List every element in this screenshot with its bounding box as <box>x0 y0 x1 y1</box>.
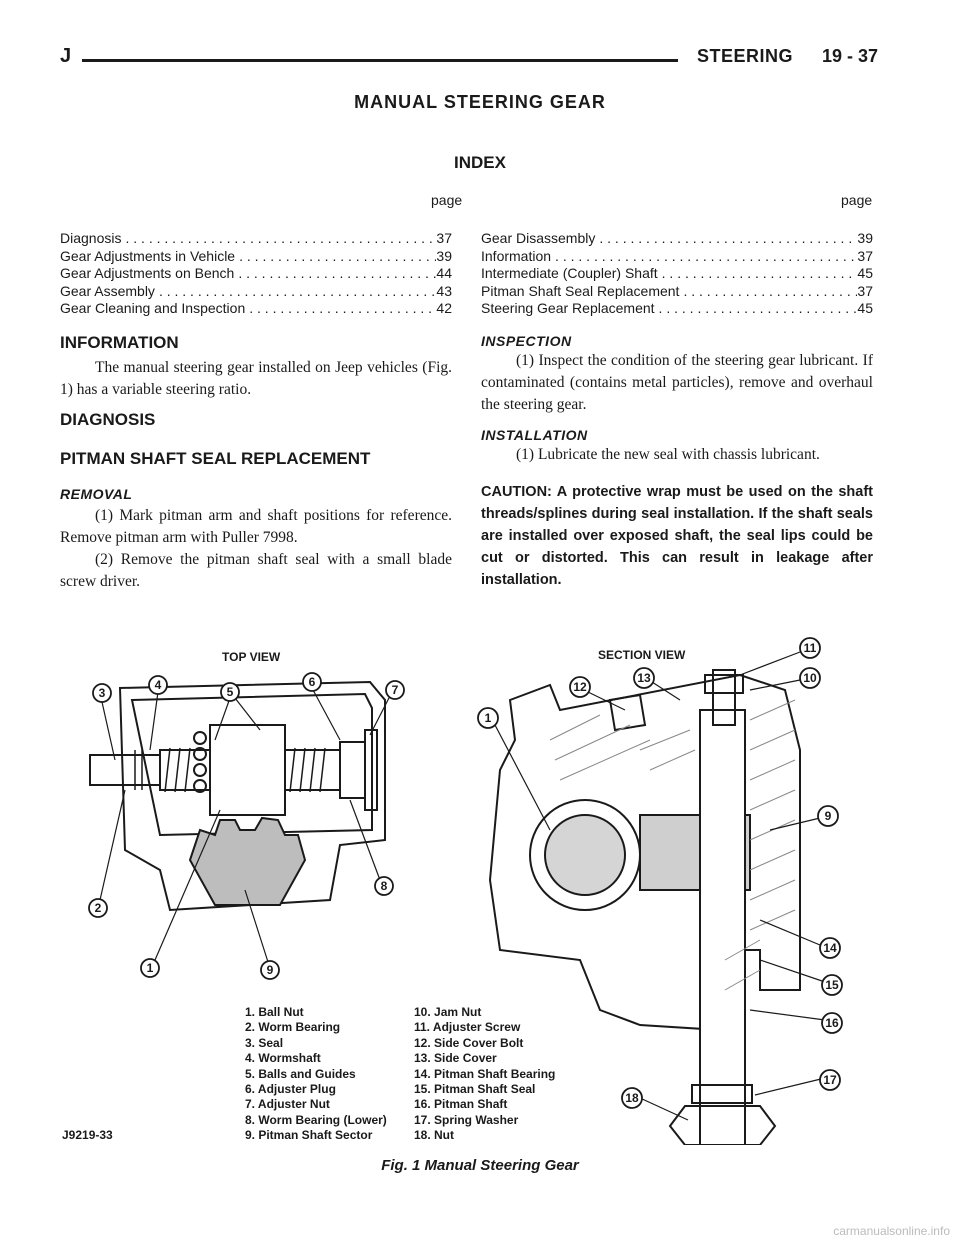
index-entry[interactable]: Intermediate (Coupler) Shaft . . . 45 <box>481 265 873 283</box>
callout-sec-1: 1 <box>484 711 492 725</box>
callout-sec-14: 14 <box>823 941 837 955</box>
index-entry[interactable]: Steering Gear Replacement . . . 45 <box>481 300 873 318</box>
callout-sec-17: 17 <box>823 1073 837 1087</box>
removal-step-1: (1) Mark pitman arm and shaft positions for reference. Remove pitman arm with Puller 7998. <box>60 507 452 546</box>
index-entry[interactable]: Pitman Shaft Seal Replacement . . . 37 <box>481 283 873 301</box>
caution-note: CAUTION: A protective wrap must be used on the shaft threads/splines during seal installation. If the shaft seals are installed over exposed shaft, the seal lips could be cut or distorted. This can result in leakage after installation. <box>481 484 873 588</box>
legend-item: 4. Wormshaft <box>245 1051 321 1066</box>
information-heading: INFORMATION <box>60 333 179 352</box>
callout-top-9: 9 <box>266 963 274 977</box>
removal-heading: REMOVAL <box>60 486 133 502</box>
legend-item: 10. Jam Nut <box>414 1005 482 1019</box>
callout-sec-13: 13 <box>637 671 651 685</box>
callout-top-1: 1 <box>146 961 154 975</box>
legend-item: 16. Pitman Shaft <box>414 1097 508 1112</box>
page-title: MANUAL STEERING GEAR <box>354 92 606 112</box>
callout-top-4: 4 <box>154 678 162 692</box>
header-page-number: 19 - 37 <box>821 46 878 66</box>
index-page-label-left: page <box>431 192 463 208</box>
steering-gear-figure <box>40 630 920 1145</box>
index-entry[interactable]: Gear Disassembly . . . 39 <box>481 230 873 248</box>
watermark: carmanualsonline.info <box>833 1224 950 1238</box>
index-entry[interactable]: Gear Cleaning and Inspection . . . 42 <box>60 300 452 318</box>
figure-code: J9219-33 <box>62 1128 113 1142</box>
legend-item: 6. Adjuster Plug <box>245 1082 336 1097</box>
callout-sec-9: 9 <box>824 809 832 823</box>
index-entry[interactable]: Gear Adjustments in Vehicle . . . 39 <box>60 248 452 266</box>
callout-top-6: 6 <box>308 675 316 689</box>
header-rule <box>82 59 678 62</box>
index-page-label-right: page <box>841 192 873 208</box>
callout-sec-10: 10 <box>803 671 817 685</box>
index-entry[interactable]: Information . . . 37 <box>481 248 873 266</box>
callout-top-8: 8 <box>380 879 388 893</box>
legend-item: 9. Pitman Shaft Sector <box>245 1128 373 1143</box>
index-list-right <box>481 230 873 318</box>
legend-item: 14. Pitman Shaft Bearing <box>414 1066 556 1081</box>
callout-sec-12: 12 <box>573 680 587 694</box>
installation-step-1: (1) Lubricate the new seal with chassis lubricant. <box>516 446 820 463</box>
legend-item: 13. Side Cover <box>414 1051 497 1066</box>
page-header <box>60 45 878 73</box>
legend-item: 8. Worm Bearing (Lower) <box>245 1112 387 1127</box>
callout-sec-15: 15 <box>825 978 839 992</box>
callout-top-3: 3 <box>98 686 106 700</box>
callout-top-2: 2 <box>94 901 102 915</box>
top-view-label: TOP VIEW <box>222 650 281 664</box>
legend-item: 18. Nut <box>414 1128 455 1143</box>
index-entry[interactable]: Gear Adjustments on Bench . . . 44 <box>60 265 452 283</box>
header-section: STEERING <box>696 46 793 66</box>
pitman-seal-heading: PITMAN SHAFT SEAL REPLACEMENT <box>60 449 371 468</box>
legend-item: 5. Balls and Guides <box>245 1066 356 1081</box>
inspection-step-1: (1) Inspect the condition of the steering gear lubricant. If contaminated (contains metal particles), remove and overhaul the steering gear. <box>481 352 873 413</box>
index-entry[interactable]: Gear Assembly . . . 43 <box>60 283 452 301</box>
legend-item: 7. Adjuster Nut <box>245 1097 330 1112</box>
installation-heading: INSTALLATION <box>481 427 588 443</box>
inspection-heading: INSPECTION <box>481 333 572 349</box>
index-entry[interactable]: Diagnosis . . . 37 <box>60 230 452 248</box>
legend-item: 15. Pitman Shaft Seal <box>414 1082 536 1097</box>
callout-top-5: 5 <box>226 685 234 699</box>
section-view-label: SECTION VIEW <box>598 648 686 662</box>
diagnosis-heading: DIAGNOSIS <box>60 410 156 429</box>
legend-left <box>245 1005 387 1144</box>
legend-item: 1. Ball Nut <box>245 1005 304 1019</box>
index-heading: INDEX <box>454 153 506 172</box>
callout-sec-16: 16 <box>825 1016 839 1030</box>
header-letter: J <box>60 45 72 67</box>
legend-right <box>414 1005 555 1144</box>
legend-item: 2. Worm Bearing <box>245 1020 341 1035</box>
legend-item: 17. Spring Washer <box>414 1112 519 1127</box>
legend-item: 11. Adjuster Screw <box>414 1020 521 1035</box>
information-text: The manual steering gear installed on Jeep vehicles (Fig. 1) has a variable steering ratio. <box>60 359 452 398</box>
callout-sec-11: 11 <box>803 641 817 655</box>
index-list-left <box>60 230 452 318</box>
legend-item: 12. Side Cover Bolt <box>414 1035 524 1050</box>
legend-item: 3. Seal <box>245 1035 284 1050</box>
callout-top-7: 7 <box>391 683 399 697</box>
callout-sec-18: 18 <box>625 1091 639 1105</box>
removal-step-2: (2) Remove the pitman shaft seal with a small blade screw driver. <box>60 551 452 590</box>
figure-caption: Fig. 1 Manual Steering Gear <box>381 1157 579 1174</box>
